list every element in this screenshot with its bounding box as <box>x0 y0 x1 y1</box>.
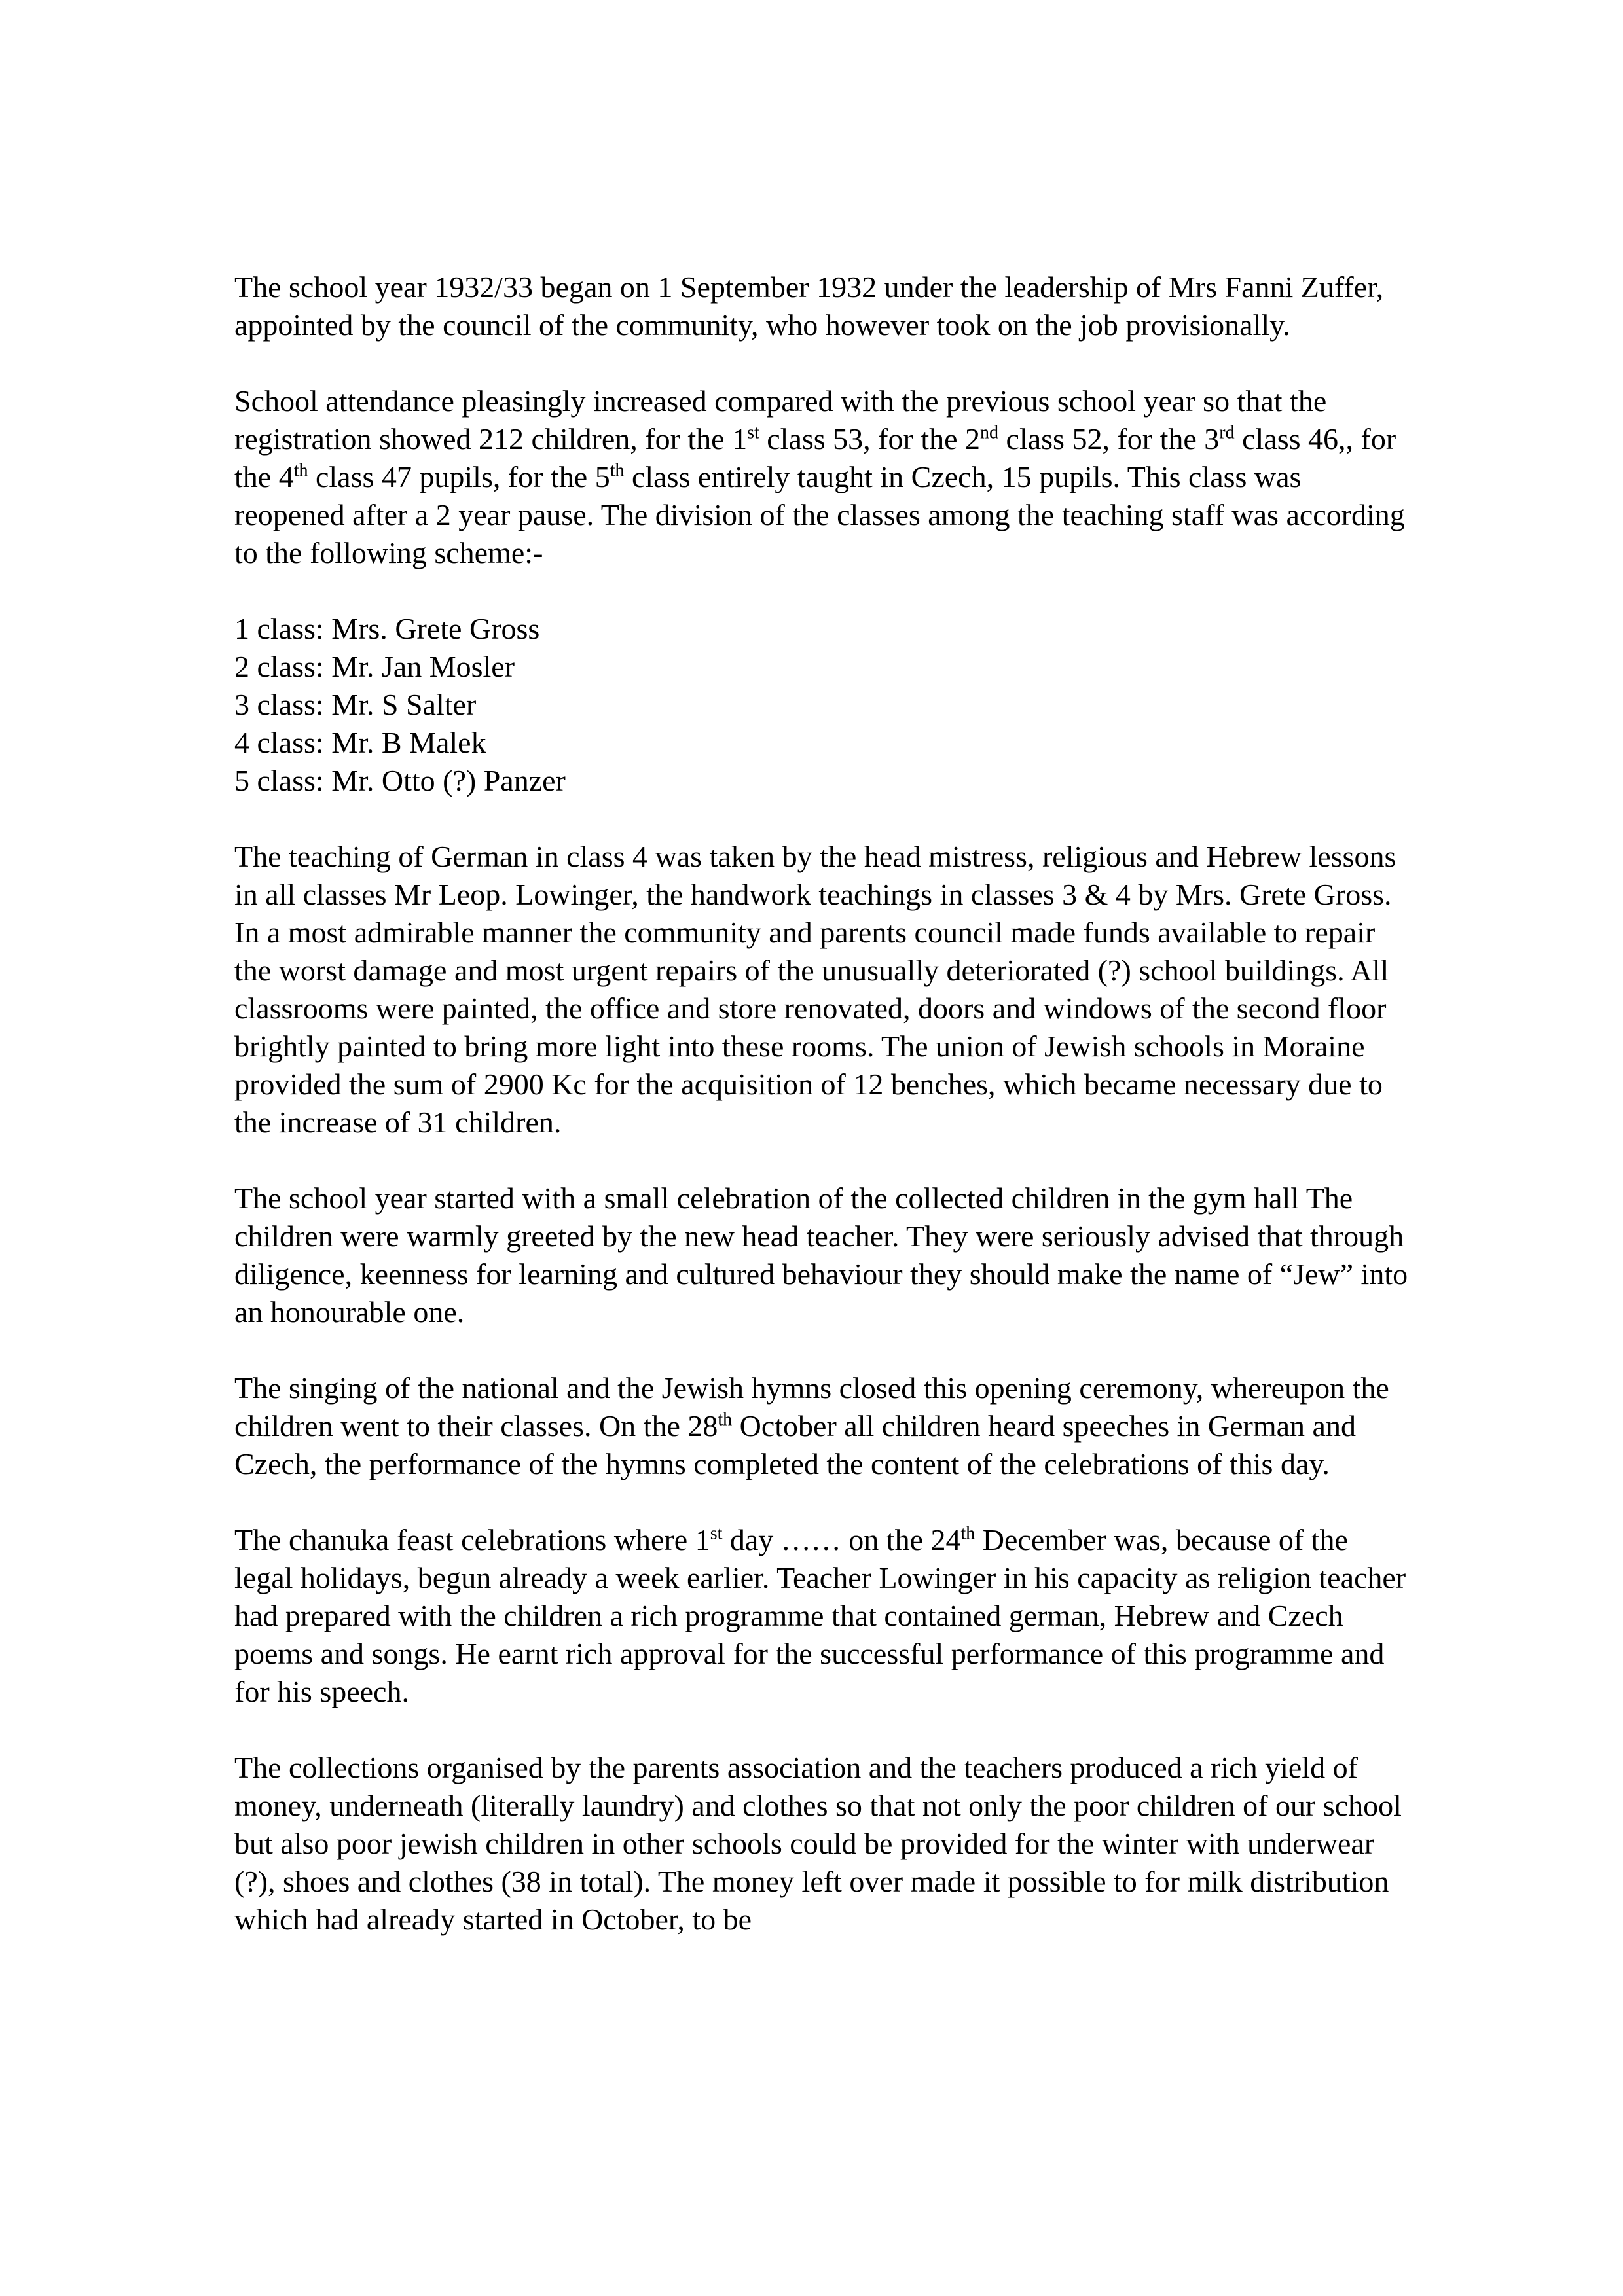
list-item: 4 class: Mr. B Malek <box>234 726 486 759</box>
paragraph-school-year-start: The school year 1932/33 began on 1 September 1932 under the leadership of Mrs Fanni Zuffer, appointed by the council of the community, who however took on the job provisionally. <box>234 270 1384 342</box>
ordinal-suffix: nd <box>980 422 999 443</box>
ordinal-suffix: th <box>293 460 308 481</box>
document-body <box>234 268 1413 1939</box>
paragraph-collections: The collections organised by the parents association and the teachers produced a rich yield of money, underneath (literally laundry) and clothes so that not only the poor children of our school but also poor jewish children in other schools could be provided for the winter with underwear (?), shoes and clothes (38 in total). The money left over made it possible to for milk distribution which had already started in October, to be <box>234 1751 1402 1936</box>
ordinal-suffix: th <box>718 1409 733 1430</box>
list-item: 1 class: Mrs. Grete Gross <box>234 612 540 645</box>
ordinal-suffix: th <box>960 1523 976 1544</box>
text-run: day …… on the 24 <box>722 1523 961 1556</box>
ordinal-suffix: st <box>747 422 759 443</box>
text-run: December was, because of the legal holidays, begun already a week earlier. Teacher Lowinger in his capacity as religion teacher had prepared with the children a rich programme that contained german, Hebrew and Czech poems and songs. He earnt rich approval for the successful performance of this programme and for his speech. <box>234 1523 1406 1708</box>
text-run: The singing of the national and the Jewish hymns closed this opening ceremony, whereupon the children went to their classes. On the 28 <box>234 1371 1389 1443</box>
list-item: 5 class: Mr. Otto (?) Panzer <box>234 764 566 797</box>
text-run: class 52, for the 3 <box>998 422 1220 456</box>
text-run: The chanuka feast celebrations where 1 <box>234 1523 710 1556</box>
text-run: class entirely taught in Czech, 15 pupils. This class was reopened after a 2 year pause. The division of the classes among the teaching staff was according to the following scheme:- <box>234 460 1405 569</box>
paragraph-chanuka <box>234 1521 1413 1711</box>
class-teacher-list <box>234 610 1413 800</box>
ordinal-suffix: rd <box>1219 422 1235 443</box>
paragraph-teaching-and-repairs: The teaching of German in class 4 was taken by the head mistress, religious and Hebrew lessons in all classes Mr Leop. Lowinger, the handwork teachings in classes 3 & 4 by Mrs. Grete Gross. In a most admirable manner the community and parents council made funds available to repair the worst damage and most urgent repairs of the unusually deteriorated (?) school buildings. All classrooms were painted, the office and store renovated, doors and windows of the second floor brightly painted to bring more light into these rooms. The union of Jewish schools in Moraine provided the sum of 2900 Kc for the acquisition of 12 benches, which became necessary due to the increase of 31 children. <box>234 840 1396 1139</box>
list-item: 2 class: Mr. Jan Mosler <box>234 650 515 683</box>
ordinal-suffix: th <box>610 460 625 481</box>
paragraph-hymns-october <box>234 1369 1413 1483</box>
text-run: School attendance pleasingly increased compared with the previous school year so that the registration showed 212 children, for the 1 <box>234 384 1327 456</box>
text-run: class 46,, for the 4 <box>234 422 1396 493</box>
ordinal-suffix: st <box>710 1523 723 1544</box>
paragraph-opening-celebration: The school year started with a small celebration of the collected children in the gym hall The children were warmly greeted by the new head teacher. They were seriously advised that through diligence, keenness for learning and cultured behaviour they should make the name of “Jew” into an honourable one. <box>234 1181 1408 1329</box>
text-run: class 47 pupils, for the 5 <box>308 460 610 493</box>
paragraph-school-attendance <box>234 382 1413 572</box>
list-item: 3 class: Mr. S Salter <box>234 688 477 721</box>
text-run: October all children heard speeches in German and Czech, the performance of the hymns completed the content of the celebrations of this day. <box>234 1409 1356 1480</box>
text-run: class 53, for the 2 <box>759 422 981 456</box>
